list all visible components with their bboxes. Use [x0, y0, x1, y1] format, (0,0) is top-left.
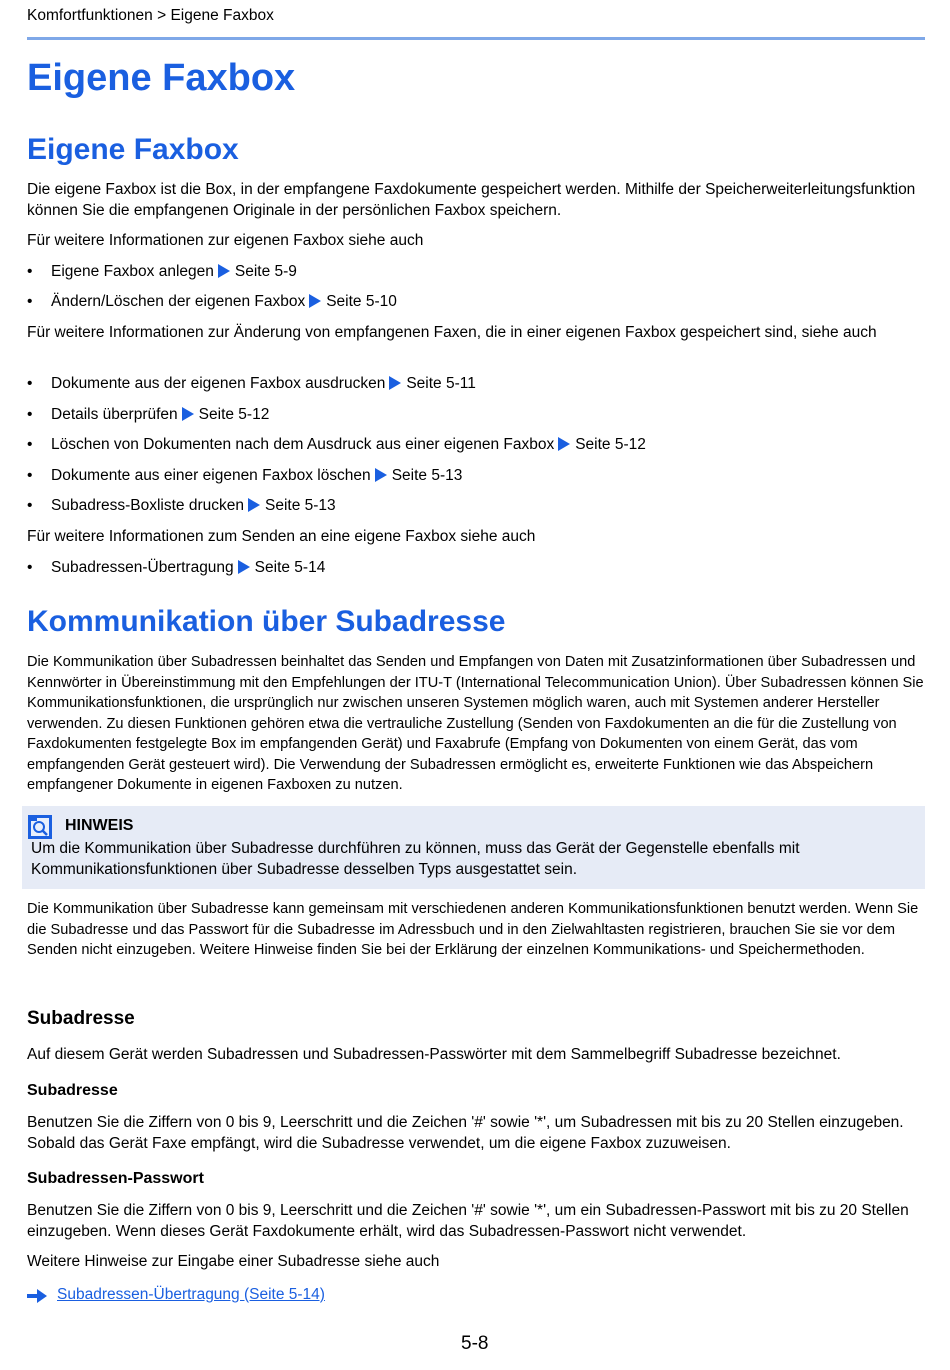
arrow-right-icon	[248, 498, 260, 512]
ref-label: Subadressen-Übertragung	[51, 559, 234, 576]
breadcrumb: Komfortfunktionen > Eigene Faxbox	[27, 7, 274, 24]
section1-more-info-2: Für weitere Informationen zur Änderung von empfangenen Faxen, die in einer eigenen Faxbox gespeichert sind, siehe auch	[27, 324, 877, 341]
ref-label: Dokumente aus der eigenen Faxbox ausdrucken	[51, 375, 386, 392]
ref-page: Seite 5-13	[391, 467, 463, 484]
section1-intro: Die eigene Faxbox ist die Box, in der empfangene Faxdokumente gespeichert werden. Mithilfe der Speicherweiterleitungsfunktion können Sie die empfangenen Originale in der persönlichen Faxbox speichern.	[27, 181, 916, 219]
section-title-kommunikation: Kommunikation über Subadresse	[27, 605, 506, 638]
note-title: HINWEIS	[65, 817, 134, 834]
arrow-right-icon	[389, 376, 401, 390]
page-number: 5-8	[461, 1333, 489, 1354]
ref-label: Dokumente aus einer eigenen Faxbox löschen	[51, 467, 371, 484]
ref-label: Subadress-Boxliste drucken	[51, 497, 244, 514]
ref-page: Seite 5-14	[254, 559, 326, 576]
reference-link-row	[27, 1286, 325, 1304]
section2-intro: Die Kommunikation über Subadressen beinhaltet das Senden und Empfangen von Daten mit Zusatzinformationen über Subadressen und Kennwörter in Übereinstimmung mit den Empfehlungen der ITU-T (International Telecommunication Union). Über Subadressen können Sie Kommunikationsfunktionen, die ursprünglich nur zwischen unseren Systemen möglich waren, auch mit Systemen anderer Hersteller verwenden. Zu diesen Funktionen gehören etwa die vertrauliche Zustellung (Senden von Faxdokumenten an die für die Zustellung von Faxdokumenten festgelegte Box im empfangenden Gerät) und Faxabrufe (Empfang von Dokumenten von einem Gerät, das vom empfangenden Gerät gesteuert wird). Die Verwendung der Subadressen ermöglicht es, erweiterte Funktionen wie das Abspeichern empfangener Dokumente in eigenen Faxboxen zu nutzen.	[27, 654, 924, 793]
subadresse-heading: Subadresse	[27, 1082, 118, 1099]
subadressen-uebertragung-link[interactable]: Subadressen-Übertragung (Seite 5-14)	[57, 1286, 325, 1303]
section1-more-info-1: Für weitere Informationen zur eigenen Faxbox siehe auch	[27, 232, 424, 249]
passwort-text: Benutzen Sie die Ziffern von 0 bis 9, Leerschritt und die Zeichen '#' sowie '*', um ein Subadressen-Passwort mit bis zu 20 Stellen einzugeben. Wenn dieses Gerät Faxdokumente erhält, wird das Subadressen-Passwort nicht verwendet.	[27, 1202, 909, 1240]
subadresse-more-info: Weitere Hinweise zur Eingabe einer Subadresse siehe auch	[27, 1253, 440, 1270]
arrow-right-icon	[182, 407, 194, 421]
arrow-right-icon	[238, 560, 250, 574]
link-arrow-icon	[27, 1289, 47, 1303]
subadresse-text: Benutzen Sie die Ziffern von 0 bis 9, Leerschritt und die Zeichen '#' sowie '*', um Subadressen mit bis zu 20 Stellen einzugeben. Sobald das Gerät Faxe empfängt, wird die Subadresse verwendet, um die eigene Faxbox zuzuweisen.	[27, 1114, 904, 1152]
chapter-title: Eigene Faxbox	[27, 57, 296, 99]
ref-label: Löschen von Dokumenten nach dem Ausdruck aus einer eigenen Faxbox	[51, 436, 555, 453]
ref-page: Seite 5-12	[198, 406, 270, 423]
subsection-title: Subadresse	[27, 1008, 135, 1029]
arrow-right-icon	[218, 264, 230, 278]
ref-label: Eigene Faxbox anlegen	[51, 263, 214, 280]
ref-page: Seite 5-12	[575, 436, 646, 453]
arrow-right-icon	[558, 437, 570, 451]
section1-more-info-3: Für weitere Informationen zum Senden an eine eigene Faxbox siehe auch	[27, 528, 536, 545]
arrow-right-icon	[375, 468, 387, 482]
ref-label: Ändern/Löschen der eigenen Faxbox	[51, 293, 306, 310]
ref-page: Seite 5-13	[265, 497, 336, 514]
subsection-intro: Auf diesem Gerät werden Subadressen und Subadressen-Passwörter mit dem Sammelbegriff Subadresse bezeichnet.	[27, 1046, 841, 1063]
note-text: Um die Kommunikation über Subadresse durchführen zu können, muss das Gerät der Gegenstelle ebenfalls mit Kommunikationsfunktionen über Subadresse desselben Typs ausgestattet sein.	[31, 840, 800, 878]
ref-label: Details überprüfen	[51, 406, 178, 423]
arrow-right-icon	[309, 294, 321, 308]
header-rule	[27, 37, 925, 40]
note-box	[22, 806, 925, 889]
note-icon	[28, 815, 52, 839]
ref-page: Seite 5-11	[406, 375, 476, 392]
ref-page: Seite 5-9	[234, 263, 297, 280]
ref-page: Seite 5-10	[326, 293, 397, 310]
passwort-heading: Subadressen-Passwort	[27, 1170, 204, 1187]
section2-para2: Die Kommunikation über Subadresse kann gemeinsam mit verschiedenen anderen Kommunikationsfunktionen benutzt werden. Wenn Sie die Subadresse und das Passwort für die Subadresse im Adressbuch und in den Zielwahltasten registrieren, brauchen Sie sie vor dem Senden nicht einzugeben. Weitere Hinweise finden Sie bei der Erklärung der einzelnen Kommunikations- und Speichermethoden.	[27, 901, 919, 958]
section-title-eigene-faxbox: Eigene Faxbox	[27, 133, 239, 166]
